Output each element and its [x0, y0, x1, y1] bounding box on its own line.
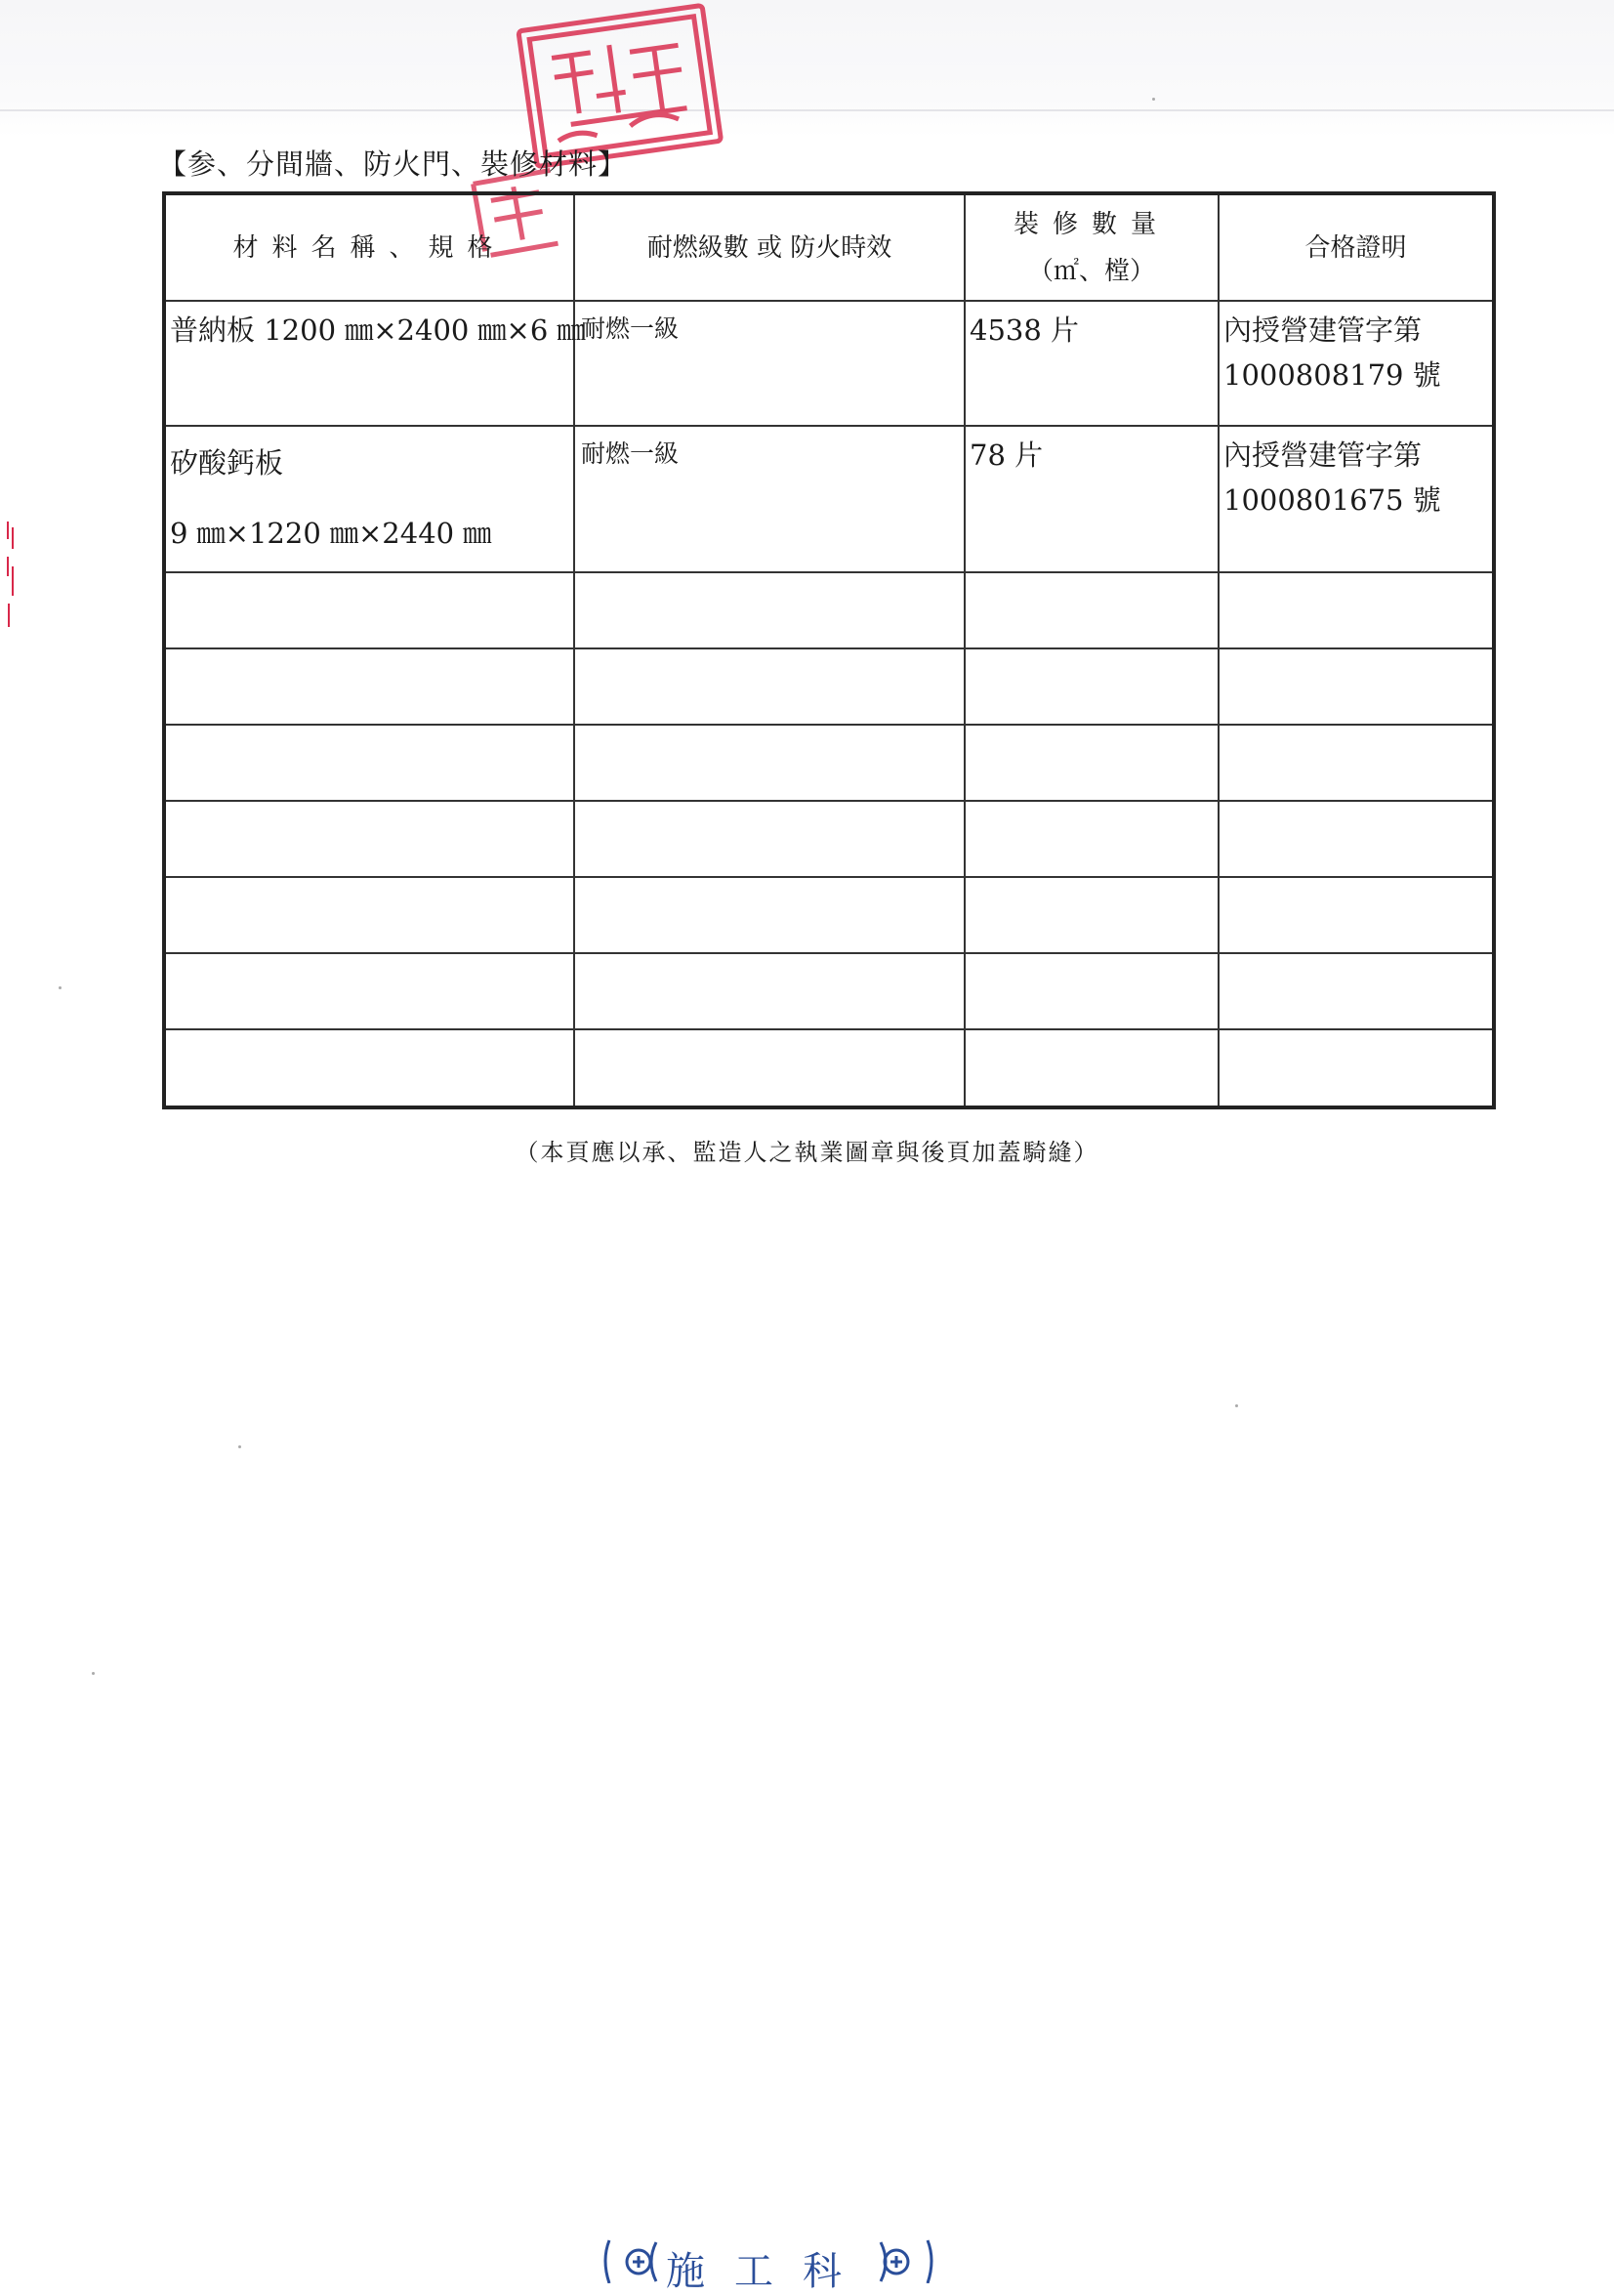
scan-speck	[238, 1445, 241, 1448]
department-seal-text: 施工科	[666, 2249, 871, 2294]
scan-speck	[59, 986, 62, 989]
empty-table-row	[164, 801, 1494, 877]
material-name-line-1: 矽酸鈣板	[170, 446, 284, 480]
cell-quantity: 4538 片	[965, 301, 1219, 426]
material-name-line-2: 9 ㎜×1220 ㎜×2440 ㎜	[170, 517, 492, 550]
cell-certificate	[1219, 426, 1494, 572]
header-quantity-label: 裝修數量	[1013, 209, 1170, 239]
certificate-line-2: 1000808179 號	[1223, 358, 1441, 392]
empty-table-row	[164, 648, 1494, 725]
cell-certificate	[1219, 301, 1494, 426]
header-quantity	[965, 193, 1219, 301]
header-certificate: 合格證明	[1219, 193, 1494, 301]
scan-speck	[1152, 98, 1155, 101]
materials-table	[162, 191, 1496, 1109]
certificate-line-2: 1000801675 號	[1223, 483, 1441, 517]
empty-table-row	[164, 725, 1494, 801]
seal-footnote: （本頁應以承、監造人之執業圖章與後頁加蓋騎縫）	[515, 1139, 1099, 1166]
cell-material-name: 普納板 1200 ㎜×2400 ㎜×6 ㎜	[164, 301, 574, 426]
cell-quantity: 78 片	[965, 426, 1219, 572]
empty-table-row	[164, 1029, 1494, 1107]
header-quantity-unit: （㎡、樘）	[1027, 256, 1155, 286]
section-title: 【参、分間牆、防火門、裝修材料】	[158, 147, 628, 181]
cell-fire-rating: 耐燃一級	[574, 301, 965, 426]
empty-table-row	[164, 953, 1494, 1029]
certificate-line-1: 內授營建管字第	[1223, 438, 1423, 472]
scan-top-band	[0, 0, 1614, 137]
certificate-line-1: 內授營建管字第	[1223, 313, 1423, 347]
cell-material-name	[164, 426, 574, 572]
scan-fold-line	[0, 109, 1614, 111]
scan-speck	[92, 1672, 95, 1675]
empty-table-row	[164, 572, 1494, 648]
left-edge-marks	[4, 518, 18, 635]
empty-table-row	[164, 877, 1494, 953]
table-header-row	[164, 193, 1494, 301]
cell-fire-rating: 耐燃一級	[574, 426, 965, 572]
scan-speck	[1235, 1404, 1238, 1407]
table-row	[164, 301, 1494, 426]
table-row	[164, 426, 1494, 572]
header-material-name: 材料名稱、規格	[164, 193, 574, 301]
header-fire-rating: 耐燃級數 或 防火時效	[574, 193, 965, 301]
